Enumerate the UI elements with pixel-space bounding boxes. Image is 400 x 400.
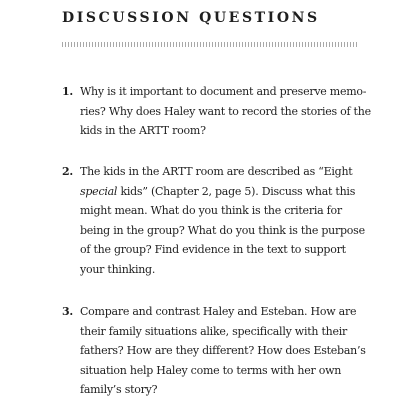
question-line: of the group? Find evidence in the text to support bbox=[80, 243, 346, 256]
italic-word: special bbox=[80, 184, 118, 198]
question-number: 2. bbox=[62, 165, 73, 178]
page-heading: DISCUSSION QUESTIONS bbox=[62, 10, 320, 26]
question-line: their family situations alike, specifically with their bbox=[80, 324, 348, 338]
question-number: 1. bbox=[62, 85, 73, 98]
question-line: The kids in the ARTT room are described as “Eight bbox=[80, 165, 353, 178]
question-line bbox=[62, 182, 360, 202]
question-line: family’s story? bbox=[80, 383, 158, 396]
question-line: situation help Haley come to terms with her own bbox=[80, 363, 342, 377]
decorative-rule bbox=[62, 42, 358, 47]
question-line: Why is it important to document and preserve memo- bbox=[80, 85, 367, 98]
question-line: being in the group? What do you think is the purpose bbox=[80, 223, 365, 237]
question-1 bbox=[62, 82, 371, 141]
question-line: fathers? How are they different? How does Esteban’s bbox=[80, 344, 366, 357]
question-line: your thinking. bbox=[80, 262, 156, 276]
question-line: Compare and contrast Haley and Esteban. How are bbox=[80, 305, 357, 318]
question-line: ries? Why does Haley want to record the stories of the bbox=[80, 104, 371, 118]
question-line-rest: kids” (Chapter 2, page 5). Discuss what this bbox=[117, 184, 356, 198]
question-line: might mean. What do you think is the criteria for bbox=[80, 204, 342, 217]
question-2 bbox=[62, 162, 365, 279]
question-3 bbox=[62, 302, 366, 400]
question-number: 3. bbox=[62, 305, 73, 318]
question-line: kids in the ARTT room? bbox=[80, 124, 206, 137]
